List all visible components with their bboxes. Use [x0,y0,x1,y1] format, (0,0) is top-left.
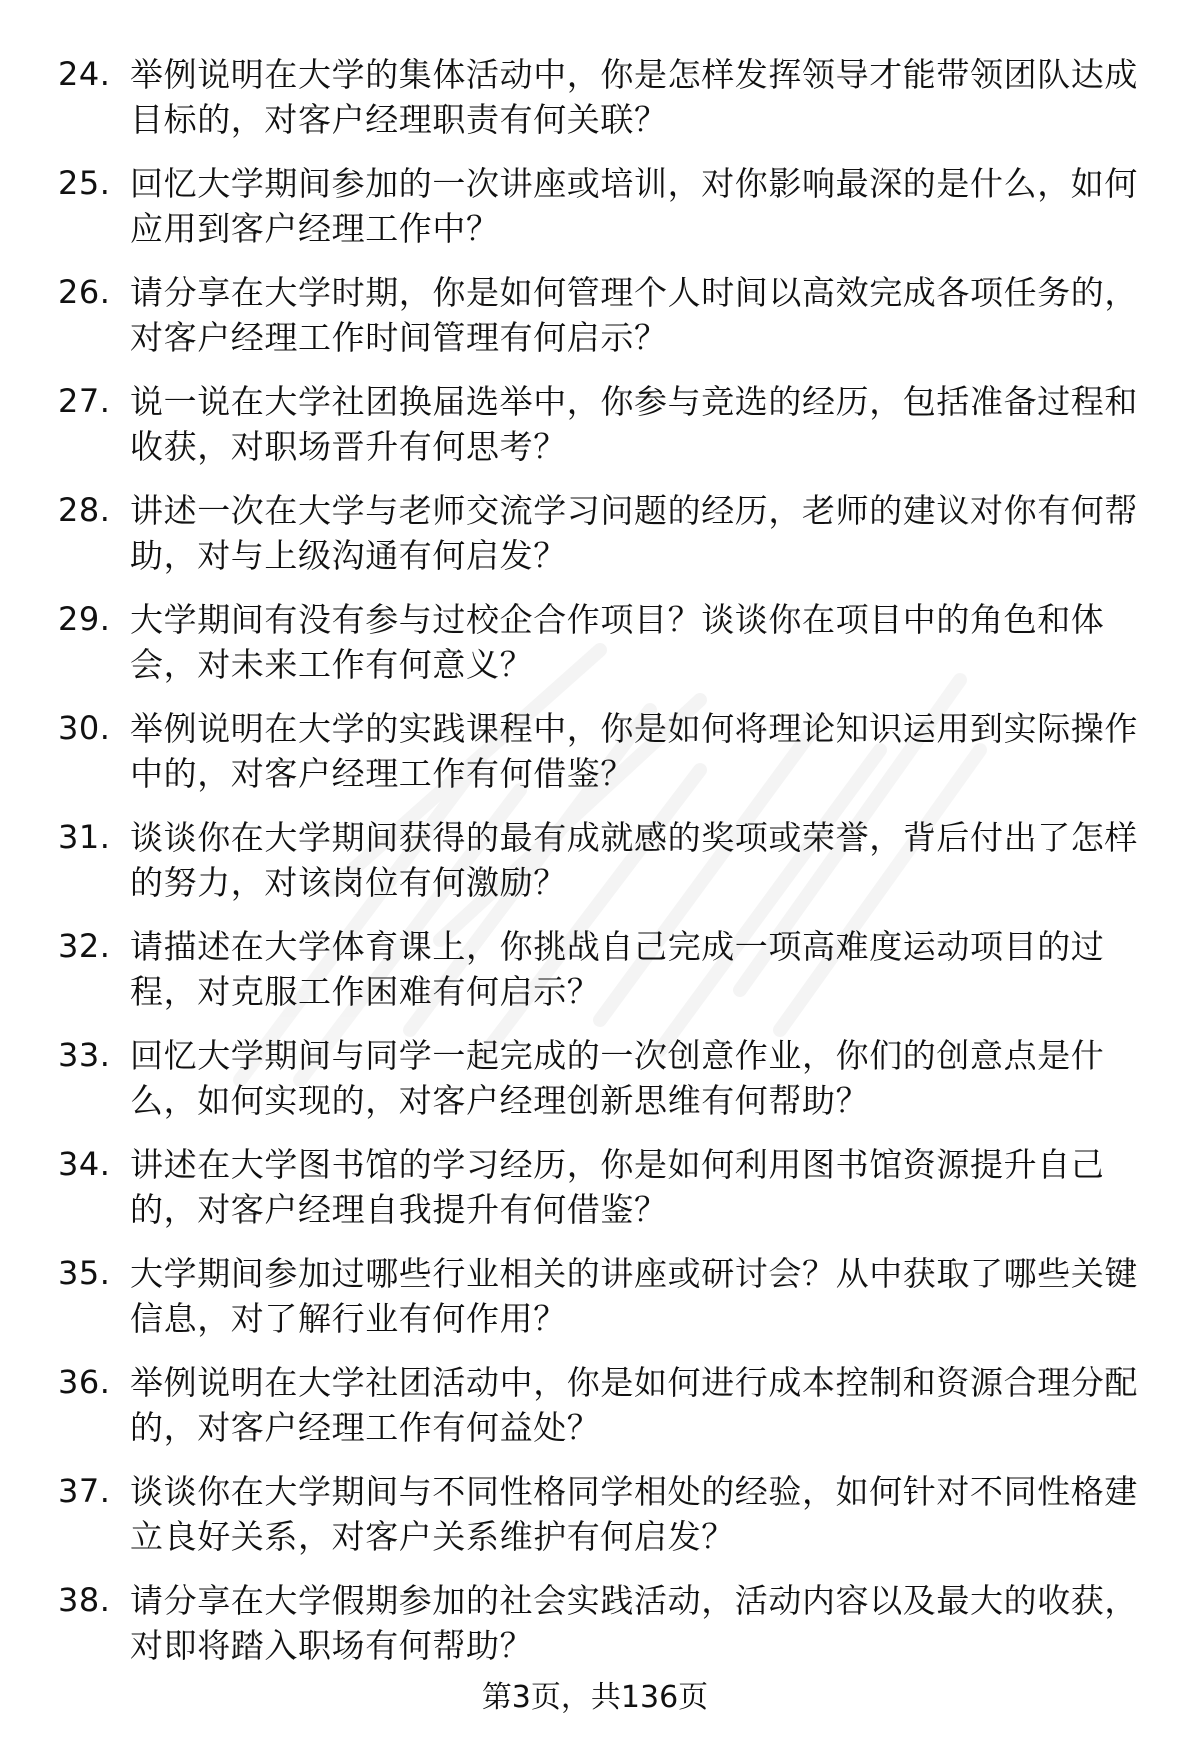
list-item [58,488,1148,597]
question-list [58,52,1148,1687]
question-text: 大学期间有没有参与过校企合作项目？谈谈你在项目中的角色和体会，对未来工作有何意义？ [130,600,1105,684]
list-item [58,1142,1148,1251]
question-number: 25. [58,164,111,202]
question-text: 请分享在大学时期，你是如何管理个人时间以高效完成各项任务的，对客户经理工作时间管理有何启示？ [130,273,1138,357]
question-text: 回忆大学期间与同学一起完成的一次创意作业，你们的创意点是什么，如何实现的，对客户经理创新思维有何帮助？ [130,1036,1105,1120]
list-item [58,924,1148,1033]
question-number: 33. [58,1036,111,1074]
page-number-footer: 第3页，共136页 [481,1680,709,1715]
question-number: 30. [58,709,111,747]
question-text: 请分享在大学假期参加的社会实践活动，活动内容以及最大的收获，对即将踏入职场有何帮助？ [130,1581,1138,1665]
list-item [58,1033,1148,1142]
list-item [58,706,1148,815]
question-number: 36. [58,1363,111,1401]
question-text: 举例说明在大学社团活动中，你是如何进行成本控制和资源合理分配的，对客户经理工作有何益处？ [130,1363,1138,1447]
list-item [58,815,1148,924]
question-text: 谈谈你在大学期间与不同性格同学相处的经验，如何针对不同性格建立良好关系，对客户关系维护有何启发？ [130,1472,1138,1556]
list-item [58,1360,1148,1469]
question-number: 31. [58,818,111,856]
list-item [58,1251,1148,1360]
question-text: 请描述在大学体育课上，你挑战自己完成一项高难度运动项目的过程，对克服工作困难有何启示？ [130,927,1105,1011]
question-number: 24. [58,55,111,93]
list-item [58,161,1148,270]
question-number: 32. [58,927,111,965]
question-text: 举例说明在大学的实践课程中，你是如何将理论知识运用到实际操作中的，对客户经理工作有何借鉴？ [130,709,1138,793]
question-text: 说一说在大学社团换届选举中，你参与竞选的经历，包括准备过程和收获，对职场晋升有何思考？ [130,382,1138,466]
question-number: 34. [58,1145,111,1183]
question-text: 回忆大学期间参加的一次讲座或培训，对你影响最深的是什么，如何应用到客户经理工作中？ [130,164,1138,248]
list-item [58,379,1148,488]
question-number: 37. [58,1472,111,1510]
question-text: 大学期间参加过哪些行业相关的讲座或研讨会？从中获取了哪些关键信息，对了解行业有何作用？ [130,1254,1138,1338]
list-item [58,52,1148,161]
question-text: 谈谈你在大学期间获得的最有成就感的奖项或荣誉，背后付出了怎样的努力，对该岗位有何激励？ [130,818,1138,902]
question-number: 26. [58,273,111,311]
question-number: 35. [58,1254,111,1292]
question-text: 讲述在大学图书馆的学习经历，你是如何利用图书馆资源提升自己的，对客户经理自我提升有何借鉴？ [130,1145,1105,1229]
question-text: 举例说明在大学的集体活动中，你是怎样发挥领导才能带领团队达成目标的，对客户经理职责有何关联？ [130,55,1138,139]
question-number: 38. [58,1581,111,1619]
question-text: 讲述一次在大学与老师交流学习问题的经历，老师的建议对你有何帮助，对与上级沟通有何启发？ [130,491,1138,575]
list-item [58,1578,1148,1687]
question-number: 29. [58,600,111,638]
list-item [58,597,1148,706]
question-number: 27. [58,382,111,420]
list-item [58,1469,1148,1578]
question-number: 28. [58,491,111,529]
list-item [58,270,1148,379]
